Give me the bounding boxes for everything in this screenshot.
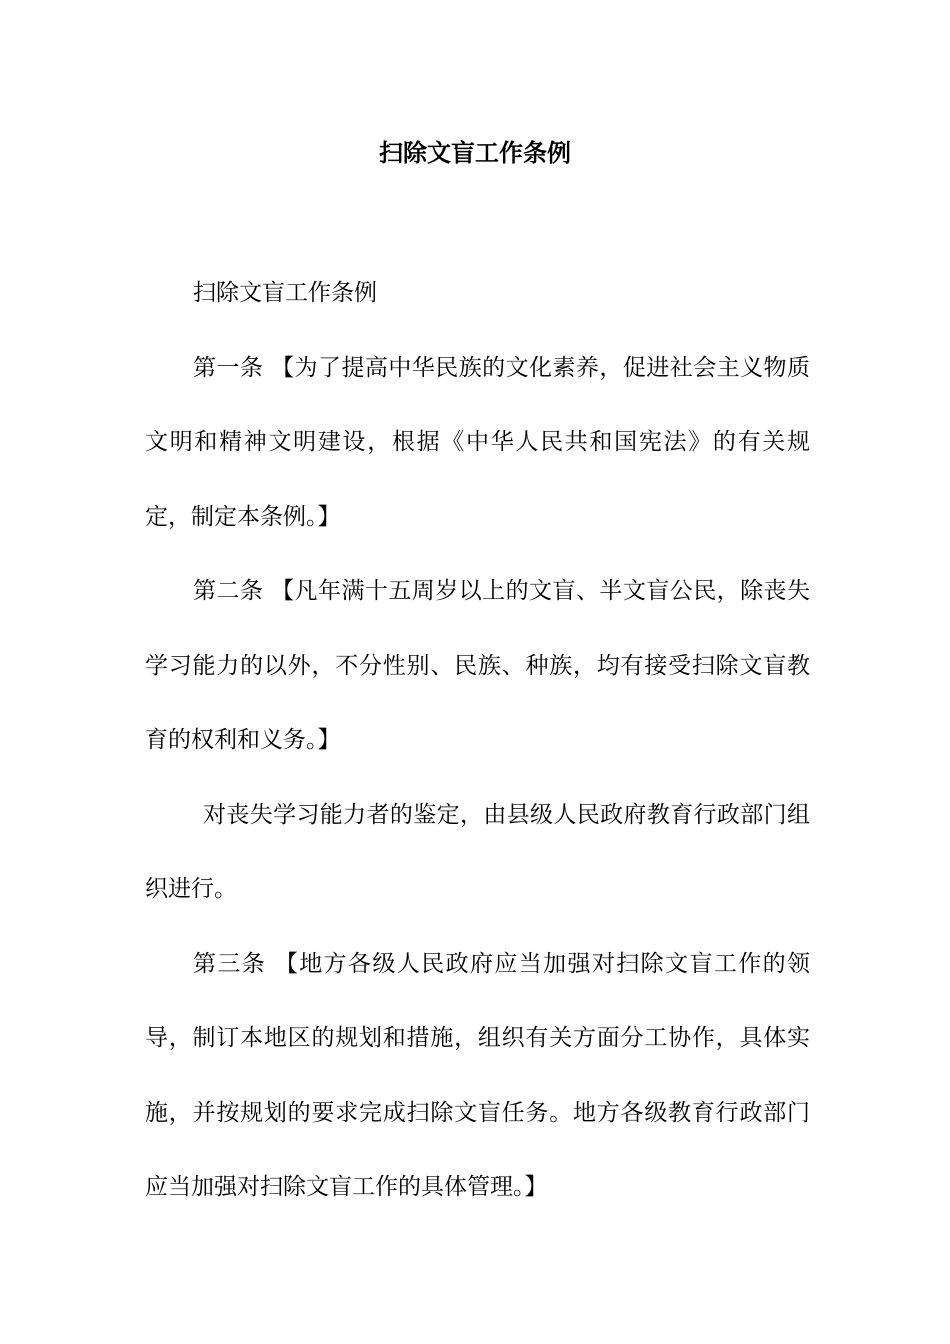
- paragraph-article-2: 第二条 【凡年满十五周岁以上的文盲、半文盲公民，除丧失学习能力的以外，不分性别、民族、种族，均有接受扫除文盲教育的权利和义务。】: [145, 578, 810, 753]
- document-title: 扫除文盲工作条例: [379, 139, 571, 167]
- paragraph-article-1: 第一条 【为了提高中华民族的文化素养，促进社会主义物质文明和精神文明建设，根据《中华人民共和国宪法》的有关规定，制定本条例。】: [145, 354, 810, 530]
- document-body: [145, 256, 810, 1225]
- paragraph-article-3: 第三条 【地方各级人民政府应当加强对扫除文盲工作的领导，制订本地区的规划和措施，组织有关方面分工协作，具体实施，并按规划的要求完成扫除文盲任务。地方各级教育行政部门应当加强对扫除文盲工作的具体管理。】: [145, 950, 810, 1200]
- paragraph-subtitle: 扫除文盲工作条例: [193, 280, 377, 306]
- paragraph-article-2-clause: 对丧失学习能力者的鉴定，由县级人民政府教育行政部门组织进行。: [145, 801, 810, 902]
